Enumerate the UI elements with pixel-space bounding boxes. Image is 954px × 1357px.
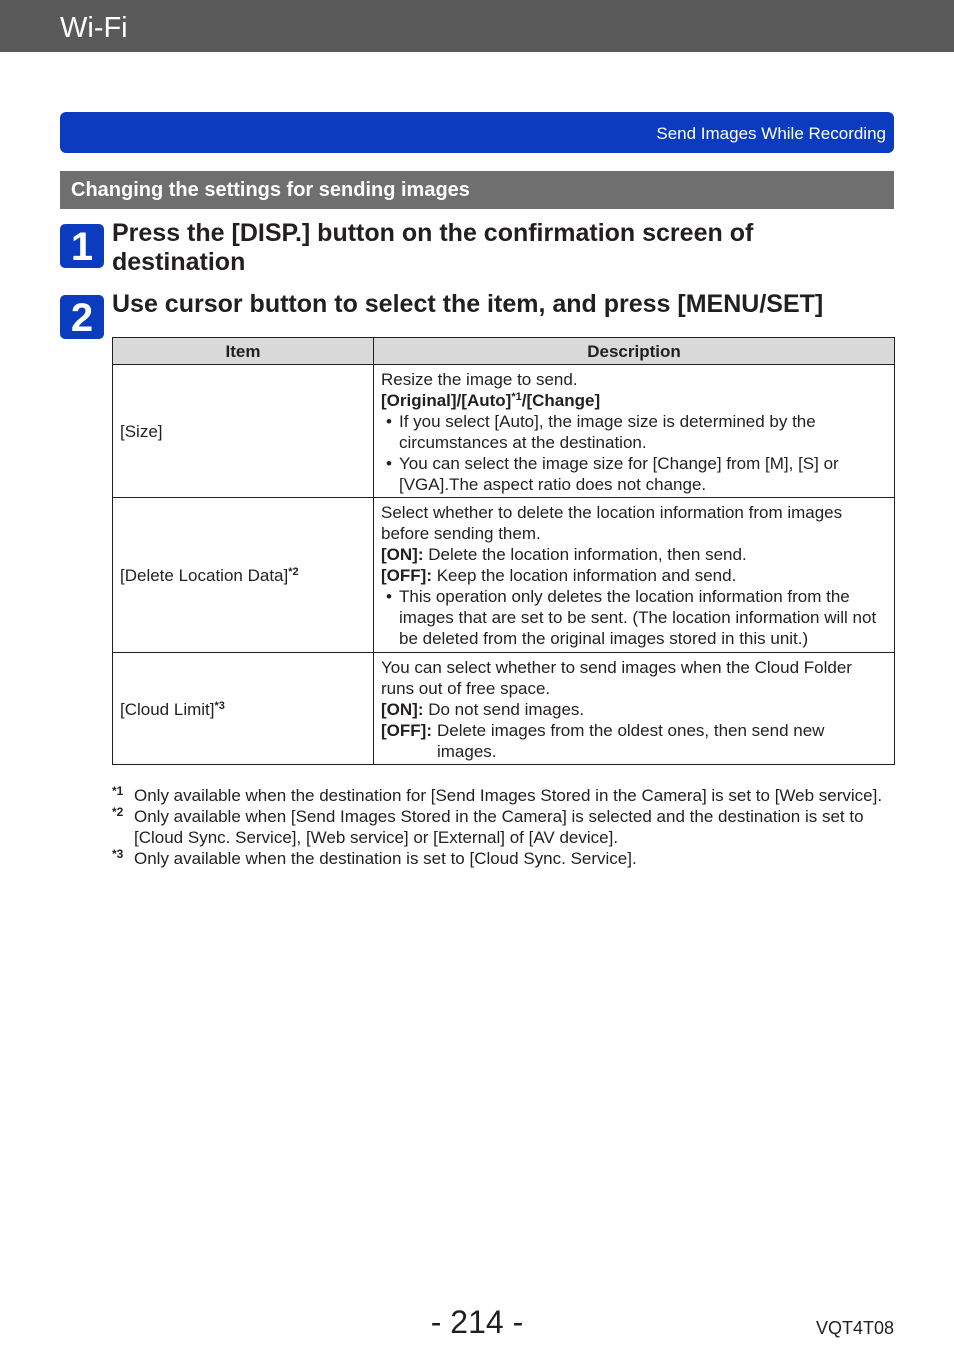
on-key: [ON]: — [381, 545, 424, 564]
on-text: Do not send images. — [423, 699, 585, 719]
off-text: Delete images from the oldest ones, then send new images. — [436, 720, 825, 761]
footnote-text: Only available when the destination for [Send Images Stored in the Camera] is set to [Web service]. — [134, 786, 883, 805]
settings-table — [112, 337, 895, 765]
off-option — [381, 565, 888, 586]
footnote-mark: *1 — [112, 784, 124, 798]
step-2-number: 2 — [60, 295, 104, 339]
description-cell — [374, 653, 895, 765]
top-bar — [0, 0, 954, 52]
bullet-item: • This operation only deletes the location information from the images that are set to be sent. (The location information will not be deleted from the original images stored in this unit.) — [381, 586, 888, 649]
description-intro: Resize the image to send. — [381, 369, 578, 389]
item-name: [Cloud Limit] — [120, 699, 215, 719]
table-row-size — [113, 365, 895, 498]
heading-bar — [60, 171, 894, 209]
off-key: [OFF]: — [381, 720, 432, 740]
step-1-text: Press the [DISP.] button on the confirmation screen of destination — [112, 219, 754, 276]
subsection-title: Send Images While Recording — [656, 124, 886, 143]
footnote — [112, 848, 894, 869]
footnotes — [112, 785, 894, 869]
item-cell — [113, 498, 374, 653]
footnote-text: Only available when [Send Images Stored in the Camera] is selected and the destination is set to [Cloud Sync. Service], [Web service] or [External] of [AV device]. — [134, 807, 864, 847]
size-options-part2: /[Change] — [521, 390, 601, 410]
step-2-text: Use cursor button to select the item, and press [MENU/SET] — [112, 290, 824, 318]
footnote-mark: *3 — [112, 847, 124, 861]
footnote-mark: *2 — [112, 805, 124, 819]
on-text: Delete the location information, then send. — [423, 545, 747, 564]
off-option — [381, 720, 888, 762]
page-number: - 214 - — [430, 1304, 524, 1340]
section-title: Wi-Fi — [60, 12, 128, 44]
step-1-number: 1 — [60, 224, 104, 268]
description-cell — [374, 365, 895, 498]
item-name: [Size] — [120, 422, 163, 441]
off-key: [OFF]: — [381, 566, 432, 585]
footnote — [112, 806, 894, 848]
item-cell — [113, 365, 374, 498]
subsection-bar — [60, 112, 894, 153]
description-intro: You can select whether to send images when the Cloud Folder runs out of free space. — [381, 657, 852, 698]
footnote-ref-1: *1 — [511, 390, 522, 403]
table-header-row — [113, 338, 895, 365]
model-code: VQT4T08 — [815, 1318, 894, 1338]
size-options — [381, 390, 888, 411]
footnote — [112, 785, 894, 806]
description-intro: Select whether to delete the location information from images before sending them. — [381, 503, 843, 543]
bullet-item: • If you select [Auto], the image size is determined by the circumstances at the destination. — [381, 411, 888, 453]
off-text: Keep the location information and send. — [431, 566, 737, 585]
column-header-description: Description — [374, 338, 895, 365]
item-cell — [113, 653, 374, 765]
on-option — [381, 544, 888, 565]
description-cell — [374, 498, 895, 653]
page-heading: Changing the settings for sending images — [71, 179, 470, 201]
item-name: [Delete Location Data] — [120, 566, 289, 585]
footnote-ref-2: *2 — [288, 566, 299, 578]
bullet-item: • You can select the image size for [Change] from [M], [S] or [VGA].The aspect ratio does not change. — [381, 453, 888, 495]
on-option — [381, 699, 888, 720]
column-header-item: Item — [113, 338, 374, 365]
table-row-cloud-limit — [113, 653, 895, 765]
on-key: [ON]: — [381, 699, 424, 719]
size-options-part1: [Original]/[Auto] — [381, 390, 512, 410]
table-row-delete-location-data — [113, 498, 895, 653]
footnote-ref-3: *3 — [214, 699, 225, 712]
footnote-text: Only available when the destination is set to [Cloud Sync. Service]. — [134, 849, 637, 868]
